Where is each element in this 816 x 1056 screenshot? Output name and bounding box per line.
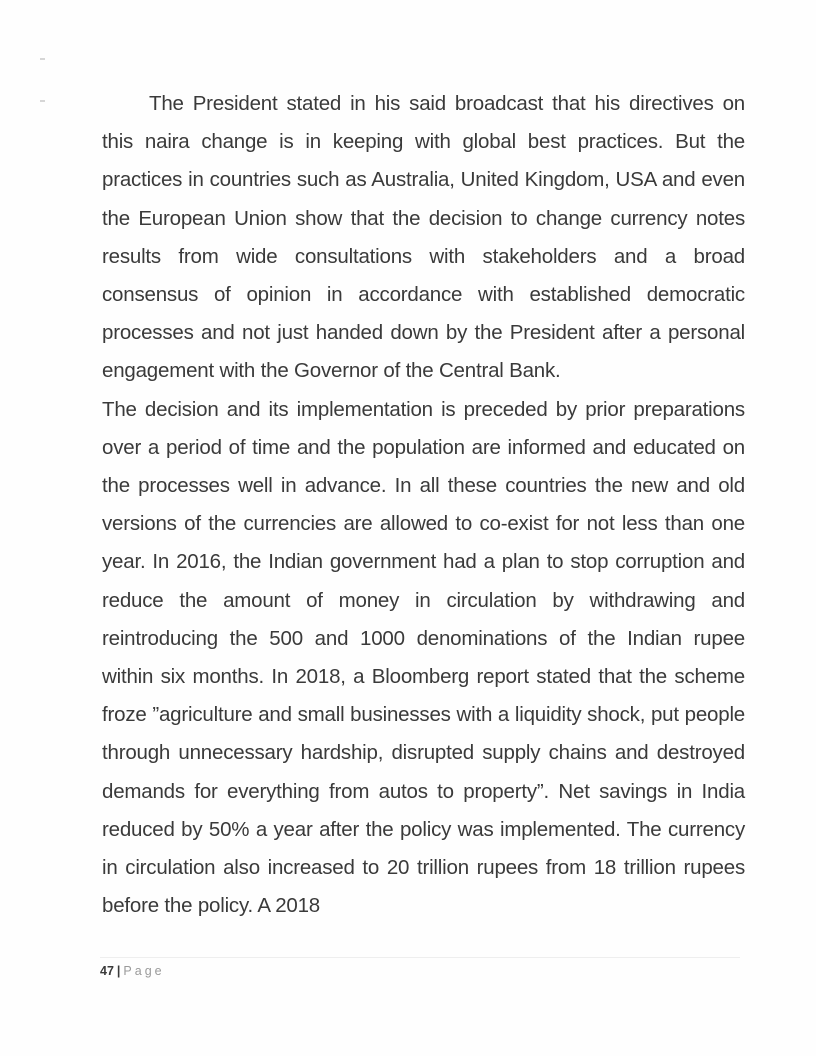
page-number: 47 bbox=[100, 964, 114, 978]
page-footer bbox=[100, 964, 165, 978]
footer-divider bbox=[100, 957, 740, 958]
paragraph-2: The decision and its implementation is preceded by prior preparations over a period of time and the population are informed and educated on the processes well in advance. In all these countries the new and old versions of the currencies are allowed to co-exist for not less than one year. In 2016, the Indian government had a plan to stop corruption and reduce the amount of money in circulation by withdrawing and reintroducing the 500 and 1000 denominations of the Indian rupee within six months. In 2018, a Bloomberg report stated that the scheme froze ”agriculture and small businesses with a liquidity shock, put people through unnecessary hardship, disrupted supply chains and destroyed demands for everything from autos to property”. Net savings in India reduced by 50% a year after the policy was implemented. The currency in circulation also increased to 20 trillion rupees from 18 trillion rupees before the policy. A 2018 bbox=[102, 397, 745, 918]
scan-mark bbox=[40, 100, 45, 102]
body-text bbox=[102, 85, 745, 925]
footer-separator: | bbox=[116, 964, 121, 978]
paragraph-1: The President stated in his said broadcast that his directives on this naira change is in keeping with global best practices. But the practices in countries such as Australia, United Kingdom, USA and even the European Union show that the decision to change currency notes results from wide consultations with stakeholders and a broad consensus of opinion in accordance with established democratic processes and not just handed down by the President after a personal engagement with the Governor of the Central Bank. bbox=[102, 92, 745, 383]
page-label: Page bbox=[123, 964, 165, 978]
scan-mark bbox=[40, 58, 45, 60]
